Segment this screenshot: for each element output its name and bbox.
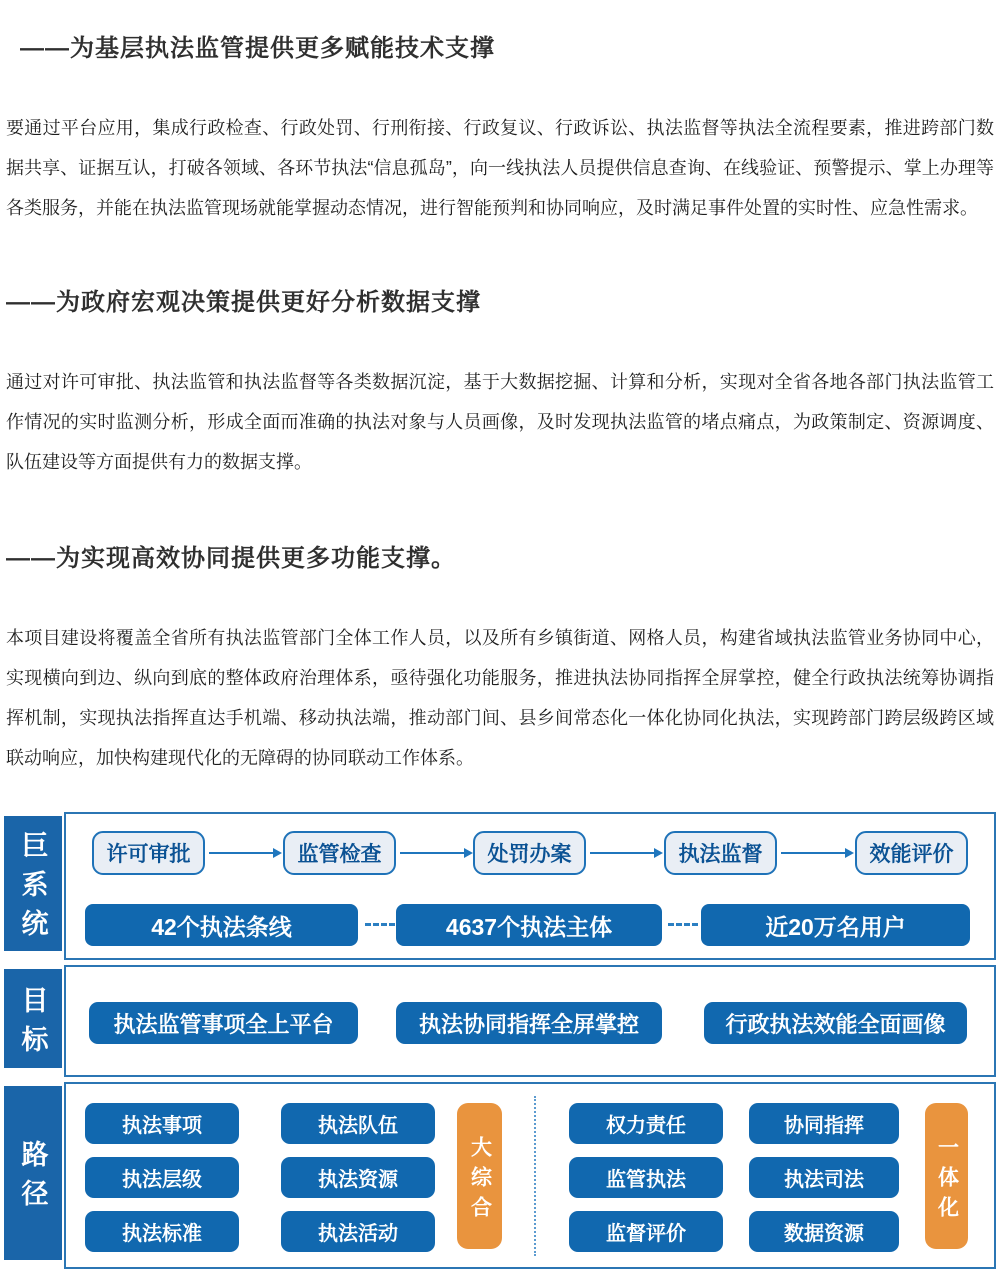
stat-enforcement-subjects: 4637个执法主体 <box>396 904 662 946</box>
document-page <box>0 32 1000 1273</box>
paths-right-group <box>569 1103 899 1252</box>
section-1-paragraph: 要通过平台应用，集成行政检查、行政处罚、行刑衔接、行政复议、行政诉讼、执法监督等执法全流程要素，推进跨部门数据共享、证据互认，打破各领域、各环节执法“信息孤岛”，向一线执法人员提供信息查询、在线验证、预警提示、掌上办理等各类服务，并能在执法监管现场就能掌握动态情况，进行智能预判和协同响应，及时满足事件处置的实时性、应急性需求。 <box>6 118 994 218</box>
section-2-paragraph: 通过对许可审批、执法监管和执法监督等各类数据沉淀，基于大数据挖掘、计算和分析，实现对全省各地各部门执法监管工作情况的实时监测分析，形成全面而准确的执法对象与人员画像，及时发现执法监管的堵点痛点，为政策制定、资源调度、队伍建设等方面提供有力的数据支撑。 <box>6 372 994 472</box>
path-enforcement-standards: 执法标准 <box>85 1211 239 1252</box>
section-3-heading: ——为实现高效协同提供更多功能支撑。 <box>6 545 456 572</box>
path-enforcement-items: 执法事项 <box>85 1103 239 1144</box>
flow-step-penalty-case: 处罚办案 <box>473 831 586 875</box>
platform-architecture-diagram <box>0 812 1000 1274</box>
goal-items-on-platform: 执法监管事项全上平台 <box>89 1002 358 1044</box>
path-oversight-evaluation: 监督评价 <box>569 1211 723 1252</box>
path-supervision-enforcement: 监管执法 <box>569 1157 723 1198</box>
row-label-goals: 目标 <box>4 969 62 1068</box>
goal-efficiency-portrait: 行政执法效能全面画像 <box>704 1002 967 1044</box>
goals-panel <box>64 965 996 1077</box>
dotted-divider <box>534 1096 536 1256</box>
dashed-connector <box>668 923 698 926</box>
path-coordinated-command: 协同指挥 <box>749 1103 899 1144</box>
flow-step-supervision-check: 监管检查 <box>283 831 396 875</box>
tag-big-comprehensive: 大综合 <box>457 1103 502 1249</box>
flow-step-license-approval: 许可审批 <box>92 831 205 875</box>
mega-system-panel <box>64 812 996 960</box>
row-label-mega-system: 巨系统 <box>4 816 62 951</box>
tag-integration: 一体化 <box>925 1103 968 1249</box>
path-power-responsibility: 权力责任 <box>569 1103 723 1144</box>
path-enforcement-justice: 执法司法 <box>749 1157 899 1198</box>
diagram-row-goals <box>0 965 1000 1077</box>
diagram-row-mega-system <box>0 812 1000 960</box>
flow-step-enforcement-oversight: 执法监督 <box>664 831 777 875</box>
flow-step-efficiency-evaluation: 效能评价 <box>855 831 968 875</box>
path-enforcement-resources: 执法资源 <box>281 1157 435 1198</box>
goal-command-full-screen: 执法协同指挥全屏掌控 <box>396 1002 662 1044</box>
dashed-connector <box>365 923 395 926</box>
arrow-right-icon <box>209 852 273 854</box>
section-3-paragraph: 本项目建设将覆盖全省所有执法监管部门全体工作人员，以及所有乡镇街道、网格人员，构建省域执法监管业务协同中心，实现横向到边、纵向到底的整体政府治理体系，亟待强化功能服务，推进执法协同指挥全屏掌控，健全行政执法统筹协调指挥机制，实现执法指挥直达手机端、移动执法端，推动部门间、县乡间常态化一体化协同化执法，实现跨部门跨层级跨区域联动响应，加快构建现代化的无障碍的协同联动工作体系。 <box>6 628 994 768</box>
path-enforcement-activities: 执法活动 <box>281 1211 435 1252</box>
path-enforcement-levels: 执法层级 <box>85 1157 239 1198</box>
paths-left-group <box>85 1103 435 1252</box>
stat-users: 近20万名用户 <box>701 904 970 946</box>
arrow-right-icon <box>590 852 654 854</box>
path-data-resources: 数据资源 <box>749 1211 899 1252</box>
arrow-right-icon <box>400 852 464 854</box>
row-label-paths: 路径 <box>4 1086 62 1260</box>
path-enforcement-teams: 执法队伍 <box>281 1103 435 1144</box>
stat-enforcement-lines: 42个执法条线 <box>85 904 358 946</box>
section-1-heading: ——为基层执法监管提供更多赋能技术支撑 <box>20 35 495 62</box>
arrow-right-icon <box>781 852 845 854</box>
section-2-heading: ——为政府宏观决策提供更好分析数据支撑 <box>6 289 481 316</box>
